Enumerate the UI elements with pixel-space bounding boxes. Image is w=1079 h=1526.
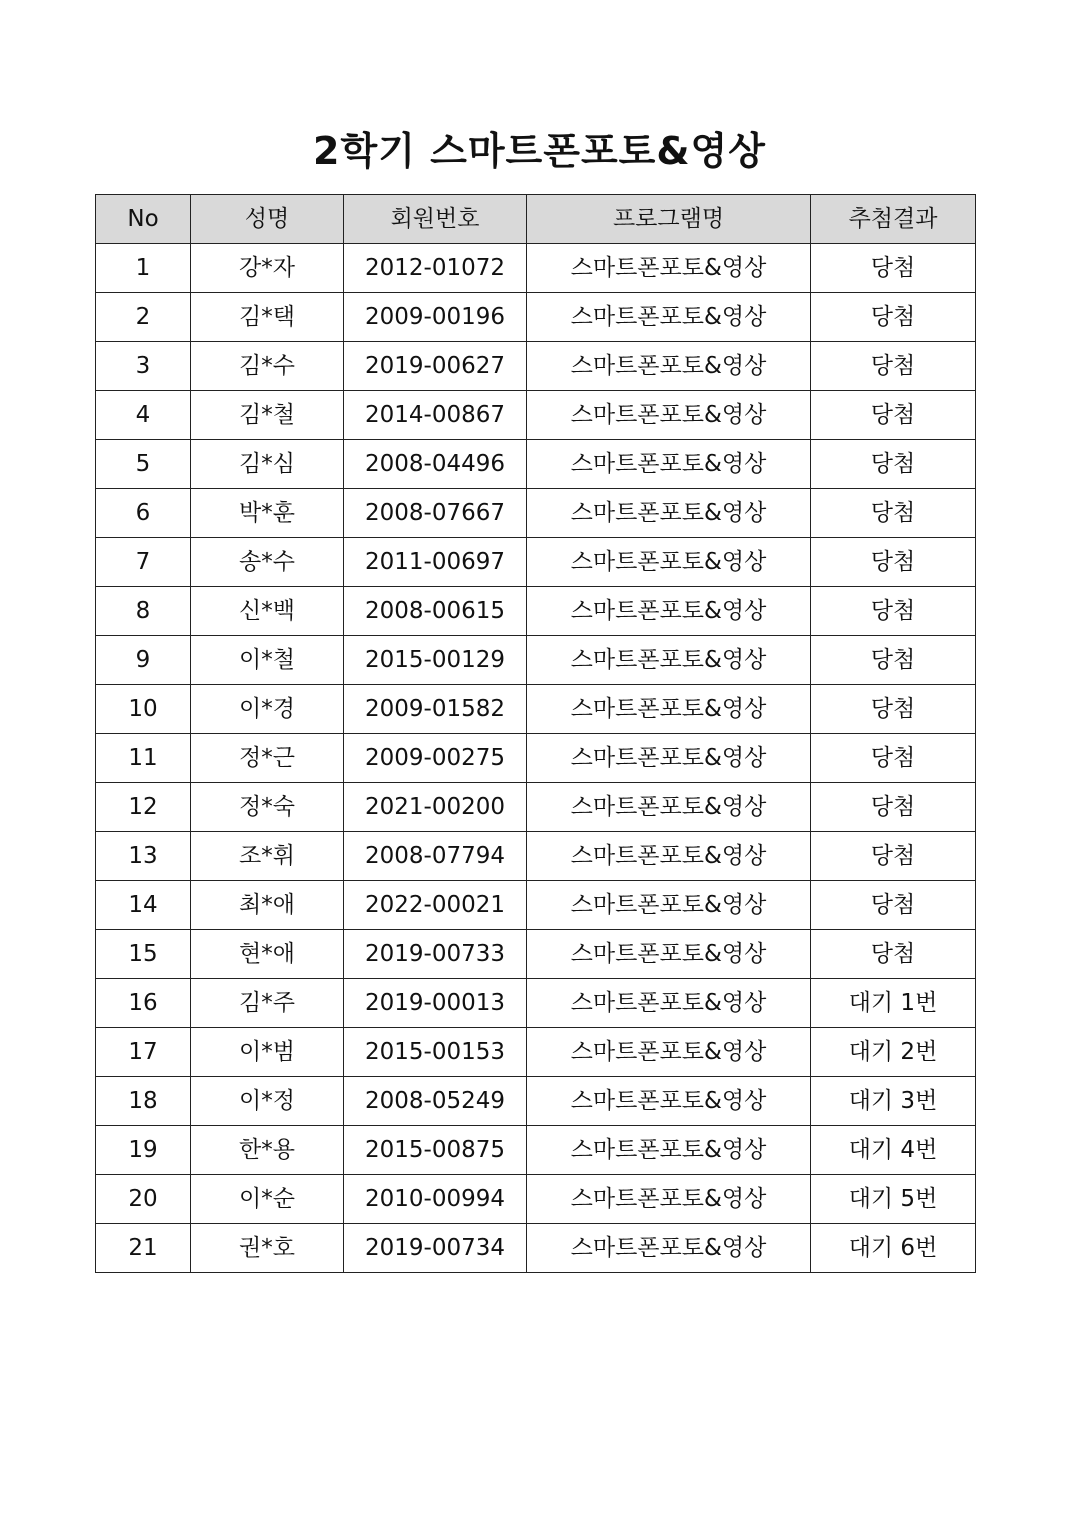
cell-no: 4 xyxy=(96,391,191,440)
cell-draw-result: 당첨 xyxy=(811,440,976,489)
cell-name: 이*순 xyxy=(191,1175,344,1224)
cell-program-name: 스마트폰포토&영상 xyxy=(527,685,811,734)
table-body xyxy=(96,244,976,1273)
cell-program-name: 스마트폰포토&영상 xyxy=(527,391,811,440)
cell-name: 권*호 xyxy=(191,1224,344,1273)
cell-program-name: 스마트폰포토&영상 xyxy=(527,1077,811,1126)
cell-member-number: 2022-00021 xyxy=(344,881,527,930)
cell-member-number: 2011-00697 xyxy=(344,538,527,587)
cell-no: 9 xyxy=(96,636,191,685)
cell-no: 12 xyxy=(96,783,191,832)
cell-member-number: 2008-07667 xyxy=(344,489,527,538)
cell-program-name: 스마트폰포토&영상 xyxy=(527,1028,811,1077)
header-draw-result: 추첨결과 xyxy=(811,195,976,244)
cell-no: 19 xyxy=(96,1126,191,1175)
cell-name: 박*훈 xyxy=(191,489,344,538)
cell-member-number: 2019-00734 xyxy=(344,1224,527,1273)
table-row xyxy=(96,293,976,342)
table-header-row xyxy=(96,195,976,244)
cell-no: 1 xyxy=(96,244,191,293)
cell-draw-result: 대기 6번 xyxy=(811,1224,976,1273)
header-program-name: 프로그램명 xyxy=(527,195,811,244)
cell-draw-result: 대기 4번 xyxy=(811,1126,976,1175)
cell-no: 14 xyxy=(96,881,191,930)
cell-program-name: 스마트폰포토&영상 xyxy=(527,930,811,979)
cell-draw-result: 당첨 xyxy=(811,244,976,293)
cell-name: 정*근 xyxy=(191,734,344,783)
cell-member-number: 2010-00994 xyxy=(344,1175,527,1224)
cell-no: 2 xyxy=(96,293,191,342)
cell-program-name: 스마트폰포토&영상 xyxy=(527,1175,811,1224)
cell-member-number: 2009-00196 xyxy=(344,293,527,342)
cell-no: 10 xyxy=(96,685,191,734)
cell-program-name: 스마트폰포토&영상 xyxy=(527,832,811,881)
table-row xyxy=(96,538,976,587)
cell-name: 김*택 xyxy=(191,293,344,342)
table-row xyxy=(96,1028,976,1077)
cell-program-name: 스마트폰포토&영상 xyxy=(527,440,811,489)
table-row xyxy=(96,342,976,391)
cell-no: 8 xyxy=(96,587,191,636)
page-title: 2학기 스마트폰포토&영상 xyxy=(313,129,766,174)
cell-member-number: 2019-00013 xyxy=(344,979,527,1028)
cell-program-name: 스마트폰포토&영상 xyxy=(527,342,811,391)
header-name: 성명 xyxy=(191,195,344,244)
table-row xyxy=(96,391,976,440)
cell-draw-result: 당첨 xyxy=(811,391,976,440)
cell-name: 김*수 xyxy=(191,342,344,391)
cell-draw-result: 대기 5번 xyxy=(811,1175,976,1224)
cell-no: 15 xyxy=(96,930,191,979)
cell-program-name: 스마트폰포토&영상 xyxy=(527,244,811,293)
header-member-number: 회원번호 xyxy=(344,195,527,244)
cell-no: 3 xyxy=(96,342,191,391)
cell-no: 7 xyxy=(96,538,191,587)
cell-name: 신*백 xyxy=(191,587,344,636)
table-row xyxy=(96,832,976,881)
cell-draw-result: 대기 2번 xyxy=(811,1028,976,1077)
cell-program-name: 스마트폰포토&영상 xyxy=(527,1224,811,1273)
cell-draw-result: 대기 3번 xyxy=(811,1077,976,1126)
cell-member-number: 2019-00627 xyxy=(344,342,527,391)
cell-draw-result: 당첨 xyxy=(811,587,976,636)
cell-name: 김*심 xyxy=(191,440,344,489)
cell-program-name: 스마트폰포토&영상 xyxy=(527,489,811,538)
cell-program-name: 스마트폰포토&영상 xyxy=(527,293,811,342)
cell-no: 17 xyxy=(96,1028,191,1077)
cell-name: 이*범 xyxy=(191,1028,344,1077)
cell-member-number: 2014-00867 xyxy=(344,391,527,440)
cell-no: 5 xyxy=(96,440,191,489)
cell-draw-result: 당첨 xyxy=(811,832,976,881)
cell-member-number: 2019-00733 xyxy=(344,930,527,979)
cell-name: 최*애 xyxy=(191,881,344,930)
table-row xyxy=(96,930,976,979)
cell-program-name: 스마트폰포토&영상 xyxy=(527,587,811,636)
cell-no: 13 xyxy=(96,832,191,881)
table-row xyxy=(96,783,976,832)
cell-no: 16 xyxy=(96,979,191,1028)
header-no: No xyxy=(96,195,191,244)
cell-program-name: 스마트폰포토&영상 xyxy=(527,734,811,783)
cell-program-name: 스마트폰포토&영상 xyxy=(527,783,811,832)
cell-draw-result: 당첨 xyxy=(811,342,976,391)
cell-name: 조*휘 xyxy=(191,832,344,881)
cell-member-number: 2021-00200 xyxy=(344,783,527,832)
table-row xyxy=(96,1224,976,1273)
table-row xyxy=(96,881,976,930)
cell-member-number: 2009-01582 xyxy=(344,685,527,734)
cell-member-number: 2012-01072 xyxy=(344,244,527,293)
table-row xyxy=(96,734,976,783)
cell-name: 정*숙 xyxy=(191,783,344,832)
cell-member-number: 2009-00275 xyxy=(344,734,527,783)
cell-program-name: 스마트폰포토&영상 xyxy=(527,979,811,1028)
cell-member-number: 2008-07794 xyxy=(344,832,527,881)
table-row xyxy=(96,685,976,734)
cell-draw-result: 대기 1번 xyxy=(811,979,976,1028)
cell-name: 이*철 xyxy=(191,636,344,685)
cell-member-number: 2008-05249 xyxy=(344,1077,527,1126)
cell-draw-result: 당첨 xyxy=(811,685,976,734)
cell-member-number: 2015-00875 xyxy=(344,1126,527,1175)
cell-member-number: 2015-00153 xyxy=(344,1028,527,1077)
cell-no: 20 xyxy=(96,1175,191,1224)
cell-draw-result: 당첨 xyxy=(811,783,976,832)
cell-member-number: 2008-04496 xyxy=(344,440,527,489)
cell-draw-result: 당첨 xyxy=(811,538,976,587)
lottery-results-table xyxy=(95,194,976,1273)
cell-draw-result: 당첨 xyxy=(811,293,976,342)
cell-name: 이*정 xyxy=(191,1077,344,1126)
table-row xyxy=(96,244,976,293)
cell-name: 김*주 xyxy=(191,979,344,1028)
table-row xyxy=(96,1175,976,1224)
table-row xyxy=(96,440,976,489)
cell-program-name: 스마트폰포토&영상 xyxy=(527,881,811,930)
table-row xyxy=(96,636,976,685)
cell-no: 21 xyxy=(96,1224,191,1273)
table-row xyxy=(96,1126,976,1175)
table-row xyxy=(96,587,976,636)
cell-member-number: 2015-00129 xyxy=(344,636,527,685)
cell-no: 6 xyxy=(96,489,191,538)
cell-no: 18 xyxy=(96,1077,191,1126)
cell-name: 한*용 xyxy=(191,1126,344,1175)
cell-member-number: 2008-00615 xyxy=(344,587,527,636)
table-row xyxy=(96,979,976,1028)
cell-program-name: 스마트폰포토&영상 xyxy=(527,636,811,685)
cell-draw-result: 당첨 xyxy=(811,734,976,783)
cell-draw-result: 당첨 xyxy=(811,636,976,685)
cell-program-name: 스마트폰포토&영상 xyxy=(527,1126,811,1175)
cell-name: 현*애 xyxy=(191,930,344,979)
cell-name: 강*자 xyxy=(191,244,344,293)
table-row xyxy=(96,489,976,538)
table-row xyxy=(96,1077,976,1126)
cell-name: 김*철 xyxy=(191,391,344,440)
cell-no: 11 xyxy=(96,734,191,783)
cell-draw-result: 당첨 xyxy=(811,489,976,538)
cell-draw-result: 당첨 xyxy=(811,881,976,930)
cell-name: 송*수 xyxy=(191,538,344,587)
cell-program-name: 스마트폰포토&영상 xyxy=(527,538,811,587)
cell-draw-result: 당첨 xyxy=(811,930,976,979)
cell-name: 이*경 xyxy=(191,685,344,734)
